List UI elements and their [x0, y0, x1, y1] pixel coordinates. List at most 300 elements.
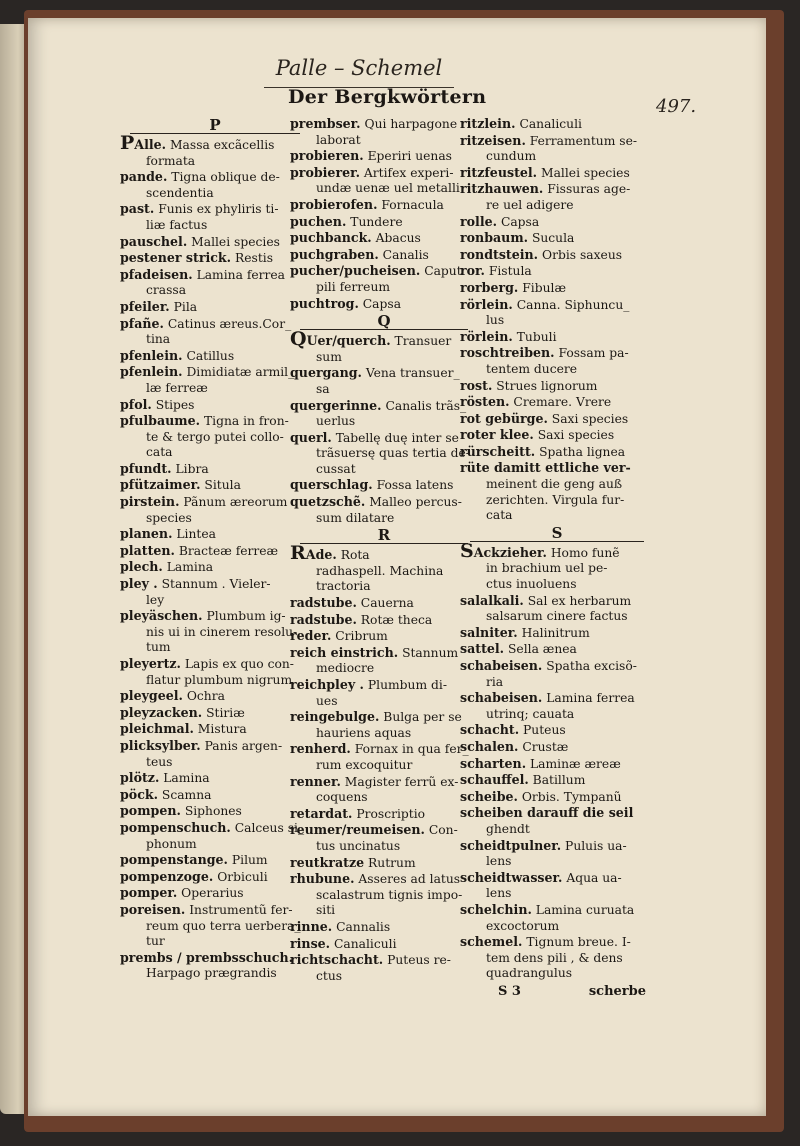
entry-headword: reutkratze [290, 854, 365, 870]
dictionary-entry [460, 460, 654, 492]
entry-headword: scheibe. [460, 788, 518, 804]
entry-continuation: lens [486, 854, 512, 869]
dictionary-entry [120, 250, 310, 267]
entry-headword: scheidtwasser. [460, 869, 563, 885]
dictionary-entry [290, 214, 478, 231]
dictionary-entry [120, 315, 310, 351]
dictionary-entry [290, 806, 478, 823]
entry-definition: Lintea [176, 527, 216, 542]
dictionary-entry [290, 677, 478, 709]
dictionary-entry [290, 595, 478, 612]
entry-headword: rorberg. [460, 279, 519, 295]
initial-letter: Q [290, 328, 307, 351]
dictionary-entry [120, 397, 310, 414]
dictionary-entry [460, 577, 654, 593]
dictionary-entry [290, 612, 478, 629]
entry-definition: Lamina curuata [535, 902, 635, 917]
dictionary-entry [120, 738, 310, 770]
entry-headword: pfenlein. [120, 347, 183, 363]
signature-mark: S 3 [498, 983, 521, 999]
entry-definition: Asseres ad latus [358, 872, 461, 887]
entry-definition: Cremare. Vrere [513, 395, 612, 410]
entry-headword: Uer/querch. [306, 333, 391, 349]
entry-headword: prembser. [290, 116, 361, 131]
entry-definition: Capsa [362, 296, 402, 311]
dictionary-entry [120, 364, 310, 396]
dictionary-entry [460, 394, 654, 411]
entry-continuation: ues [316, 693, 338, 708]
entry-definition: Situla [204, 478, 241, 493]
entry-definition: Canaliculi [519, 117, 582, 131]
entry-continuation: laborat [316, 132, 361, 147]
entry-continuation: in brachium uel pe- [486, 561, 608, 576]
entry-definition: Ochra [186, 689, 225, 704]
dictionary-entry [290, 430, 478, 462]
dictionary-entry [460, 214, 654, 231]
entry-definition: Spatha lignea [539, 444, 626, 459]
dictionary-entry [290, 936, 478, 953]
entry-continuation: ctus [316, 968, 343, 983]
entry-definition: Laminæ æreæ [530, 756, 621, 771]
dictionary-entry [290, 919, 478, 936]
entry-definition: Homo funẽ [550, 545, 620, 560]
entry-headword: pompenzoge. [120, 868, 214, 884]
entry-definition: Capsa [500, 214, 540, 229]
entry-definition: Stannum [402, 645, 459, 660]
entry-headword: querl. [290, 429, 332, 445]
entry-definition: Canna. Siphuncu_ [516, 297, 630, 312]
entry-headword: richtschacht. [290, 952, 384, 968]
entry-headword: pleichmal. [120, 721, 194, 737]
catchline [460, 982, 654, 1000]
dictionary-entry [120, 526, 310, 543]
dictionary-entry [460, 902, 654, 934]
entry-headword: quetzschẽ. [290, 494, 366, 510]
dictionary-entry [290, 774, 478, 806]
entry-headword: poreisen. [120, 901, 186, 917]
entry-continuation: scendentia [146, 185, 214, 200]
dictionary-entry [290, 230, 478, 247]
entry-definition: Pilum [231, 853, 268, 868]
entry-headword: pompenstange. [120, 852, 228, 868]
entry-definition: Pila [173, 299, 198, 314]
entry-headword: pucher/pucheisen. [290, 263, 421, 279]
entry-definition: Panis argen- [204, 738, 283, 753]
dictionary-entry [120, 413, 310, 445]
dictionary-entry [460, 247, 654, 264]
entry-headword: schabeisen. [460, 658, 543, 673]
dictionary-entry [120, 770, 310, 787]
entry-definition: cata [146, 445, 173, 460]
entry-definition: Dimidiatæ armil_ [186, 365, 295, 380]
dictionary-entry [120, 132, 310, 169]
entry-definition: Bracteæ ferreæ [178, 543, 279, 558]
entry-continuation: liæ factus [146, 217, 208, 232]
entry-definition: Stipes [155, 397, 195, 412]
entry-headword: pöck. [120, 786, 158, 802]
dictionary-entry [290, 365, 478, 397]
entry-definition: cata [486, 508, 513, 523]
entry-definition: Canaliculi [334, 936, 397, 951]
entry-definition: siti [316, 903, 336, 918]
entry-definition: Operarius [181, 886, 244, 901]
dictionary-entry [460, 789, 654, 806]
dictionary-entry [460, 181, 654, 213]
dictionary-entry [460, 593, 654, 625]
entry-definition: Lamina ferrea [196, 267, 286, 282]
entry-continuation: nis ui in cinerem resolu- [146, 624, 298, 639]
entry-headword: ritzfeustel. [460, 164, 538, 180]
entry-headword: Ade. [305, 547, 337, 563]
dictionary-entry [460, 165, 654, 182]
dictionary-entry [120, 608, 310, 640]
entry-definition: Fissuras age- [547, 182, 631, 197]
page-header: Der Bergkwörtern [288, 86, 487, 108]
entry-continuation: tentem ducere [486, 361, 578, 376]
entry-definition: Mistura [197, 722, 247, 737]
entry-definition: Ferramentum se- [529, 133, 638, 148]
entry-continuation: sa [316, 381, 330, 396]
entry-definition: Puteus [523, 723, 566, 738]
entry-continuation: rum excoquitur [316, 757, 413, 772]
entry-definition: Transuer [394, 334, 452, 349]
entry-headword: ronbaum. [460, 230, 529, 246]
entry-definition: Lamina ferrea [546, 691, 635, 706]
entry-definition: Scamna [161, 787, 212, 802]
entry-definition: Lamina [163, 771, 210, 786]
entry-headword: pomper. [120, 885, 178, 901]
dictionary-entry [120, 461, 310, 478]
entry-definition: Fibulæ [522, 280, 566, 295]
entry-continuation: utrinq; cauata [486, 706, 575, 721]
entry-continuation: ghendt [486, 821, 530, 836]
entry-definition: Catinus æreus.Cor_ [167, 316, 292, 331]
entry-definition: Restis [234, 251, 274, 266]
dictionary-entry [120, 267, 310, 299]
dictionary-entry [290, 628, 478, 645]
dictionary-entry [290, 542, 478, 565]
dictionary-entry [460, 805, 654, 837]
entry-headword: puchen. [290, 213, 347, 229]
entry-definition: Tundere [350, 214, 403, 229]
column-2 [290, 116, 478, 984]
entry-continuation: sum dilatare [316, 510, 395, 525]
entry-definition: Mallei species [541, 165, 630, 180]
dictionary-entry [290, 494, 478, 526]
entry-definition: Sella ænea [508, 642, 577, 657]
entry-definition: Fornacula [381, 197, 444, 212]
entry-definition: Vena transuer_ [365, 366, 460, 381]
dictionary-entry [460, 116, 654, 133]
dictionary-entry [460, 690, 654, 722]
entry-headword: pompen. [120, 803, 181, 819]
entry-definition: Qui harpagone [364, 117, 458, 131]
dictionary-entry [120, 494, 310, 526]
entry-definition: Aqua ua- [566, 870, 622, 885]
entry-continuation: Harpago prægrandis [146, 966, 277, 981]
entry-definition: Cribrum [335, 629, 388, 644]
entry-headword: probieren. [290, 148, 364, 164]
entry-headword: rinse. [290, 935, 331, 951]
dictionary-entry [460, 772, 654, 789]
entry-headword: roschtreiben. [460, 345, 555, 361]
dictionary-entry [290, 822, 478, 854]
dictionary-entry [120, 852, 310, 869]
entry-definition: Catillus [186, 348, 235, 363]
catchword: scherbe [588, 983, 646, 999]
entry-continuation: uerlus [316, 414, 356, 429]
entry-headword: reingebulge. [290, 709, 380, 725]
running-title-text: Palle – Schemel [275, 56, 443, 80]
dictionary-entry [290, 398, 478, 430]
entry-headword: renherd. [290, 741, 351, 757]
entry-continuation: species [146, 510, 192, 525]
entry-definition: Siphones [184, 804, 242, 819]
entry-definition: Spatha excisõ- [546, 659, 637, 673]
dictionary-entry [120, 576, 310, 608]
dictionary-entry [290, 247, 478, 264]
entry-definition: Fossa latens [376, 478, 454, 493]
entry-definition: Saxi species [551, 411, 629, 426]
entry-definition: Bulga per se [383, 710, 462, 725]
entry-headword: rürscheitt. [460, 443, 536, 459]
entry-continuation: teus [146, 754, 173, 769]
dictionary-entry [120, 169, 310, 201]
entry-definition: Massa excãcellis [169, 138, 275, 152]
dictionary-entry [120, 803, 310, 820]
dictionary-entry [120, 885, 310, 902]
entry-headword: pfadeisen. [120, 266, 193, 282]
entry-headword: pestener strick. [120, 250, 232, 266]
entry-headword: rhubune. [290, 871, 355, 887]
entry-definition: Sucula [531, 231, 575, 246]
entry-headword: schauffel. [460, 772, 529, 788]
entry-continuation: tem dens pili , & dens [486, 950, 623, 965]
entry-headword: probierofen. [290, 196, 378, 212]
entry-headword: pauschel. [120, 233, 188, 249]
book-page [28, 18, 766, 1116]
entry-headword: ritzeisen. [460, 132, 526, 148]
entry-definition: Fossam pa- [558, 346, 629, 361]
entry-headword: rondtstein. [460, 246, 539, 262]
entry-continuation: te & tergo putei collo- [146, 429, 284, 444]
entry-continuation: tina [146, 332, 171, 347]
dictionary-entry [460, 280, 654, 297]
entry-headword: past. [120, 201, 155, 217]
section-letter: S [470, 525, 644, 542]
entry-headword: schabeisen. [460, 690, 543, 706]
entry-continuation: formata [146, 153, 196, 168]
entry-headword: pfeiler. [120, 298, 170, 314]
entry-headword: ritzlein. [460, 116, 516, 131]
entry-headword: pfañe. [120, 315, 164, 331]
entry-headword: rot gebürge. [460, 410, 548, 426]
dictionary-entry [290, 741, 478, 773]
entry-continuation: coquens [316, 790, 368, 805]
entry-definition: Tigna oblique de- [171, 170, 280, 185]
entry-continuation: cundum [486, 149, 537, 164]
entry-headword: probierer. [290, 164, 360, 180]
dictionary-entry [290, 328, 478, 365]
column-1 [120, 116, 310, 982]
entry-continuation: undæ uenæ uel metalli [316, 181, 460, 196]
entry-headword: quergerinne. [290, 397, 382, 413]
entry-headword: rinne. [290, 918, 333, 934]
entry-definition: Fornax in qua fer_ [354, 742, 469, 757]
dictionary-entry [120, 201, 310, 233]
entry-headword: plötz. [120, 770, 160, 786]
entry-headword: prembs / prembsschuch. [120, 949, 293, 965]
dictionary-entry [290, 579, 478, 595]
entry-definition: Batillum [532, 773, 586, 788]
entry-headword: platten. [120, 542, 175, 558]
dictionary-entry [460, 444, 654, 461]
entry-definition: Caput [424, 264, 462, 279]
dictionary-entry [120, 902, 310, 934]
entry-headword: pfol. [120, 396, 152, 412]
entry-headword: renner. [290, 773, 341, 789]
entry-definition: Artifex experi- [363, 165, 454, 180]
entry-headword: pley . [120, 576, 158, 592]
entry-definition: Plumbum di- [367, 678, 447, 692]
entry-headword: rüte damitt ettliche ver- [460, 460, 631, 476]
entry-definition: tractoria [316, 579, 371, 594]
dictionary-entry [290, 148, 478, 165]
entry-headword: puchbanck. [290, 230, 372, 246]
initial-letter: S [460, 539, 474, 562]
entry-definition: Malleo percus- [369, 495, 462, 510]
entry-headword: pfützaimer. [120, 477, 201, 493]
entry-headword: retardat. [290, 805, 353, 821]
dictionary-entry [460, 411, 654, 428]
dictionary-entry [290, 197, 478, 214]
dictionary-entry [460, 756, 654, 773]
dictionary-entry [120, 869, 310, 886]
entry-definition: Pãnum æreorum [183, 495, 288, 510]
entry-continuation: phonum [146, 836, 197, 851]
entry-headword: puchgraben. [290, 246, 379, 262]
dictionary-entry [460, 508, 654, 524]
entry-continuation: ley [146, 592, 165, 607]
dictionary-entry [460, 329, 654, 346]
entry-continuation: læ ferreæ [146, 380, 208, 395]
entry-headword: reder. [290, 628, 332, 644]
dictionary-entry [120, 656, 310, 688]
section-letter: Q [300, 313, 468, 330]
entry-definition: Halinitrum [521, 625, 590, 640]
dictionary-entry [290, 462, 478, 478]
dictionary-entry [120, 787, 310, 804]
entry-definition: cussat [316, 461, 356, 476]
entry-continuation: tus uncinatus [316, 838, 401, 853]
dictionary-entry [460, 345, 654, 377]
entry-continuation: re uel adigere [486, 197, 574, 212]
dictionary-entry [120, 820, 310, 852]
entry-headword: rösten. [460, 394, 510, 410]
entry-continuation: ria [486, 674, 504, 689]
entry-headword: pleyertz. [120, 656, 181, 671]
entry-continuation: lus [486, 313, 505, 328]
entry-definition: Orbis. Tympanũ [521, 789, 622, 804]
entry-headword: pleygeel. [120, 688, 183, 704]
dictionary-entry [460, 263, 654, 280]
entry-definition: Funis ex phyliris ti- [158, 202, 279, 217]
folio-number: 497. [656, 96, 697, 117]
entry-headword: roter klee. [460, 427, 534, 443]
entry-headword: quergang. [290, 365, 362, 381]
entry-headword: pleyzacken. [120, 704, 203, 720]
entry-definition: Tabellę duę inter se [335, 430, 459, 445]
entry-continuation: pili ferreum [316, 279, 391, 294]
entry-headword: pfulbaume. [120, 413, 201, 429]
dictionary-entry [460, 493, 654, 509]
dictionary-entry [290, 564, 478, 580]
dictionary-entry [120, 950, 310, 982]
initial-letter: R [290, 542, 306, 565]
entry-definition: Tigna in fron- [203, 414, 289, 429]
dictionary-entry [460, 133, 654, 165]
dictionary-entry [120, 688, 310, 705]
entry-headword: pfundt. [120, 460, 172, 476]
entry-headword: scharten. [460, 755, 527, 771]
section-letter: P [130, 117, 300, 134]
entry-definition: tum [146, 640, 171, 655]
entry-definition: Saxi species [537, 428, 615, 443]
dictionary-entry [460, 539, 654, 577]
dictionary-entry [460, 641, 654, 658]
entry-headword: salalkali. [460, 592, 524, 608]
dictionary-entry [120, 640, 310, 656]
entry-continuation: crassa [146, 283, 187, 298]
entry-definition: Rutrum [368, 855, 416, 870]
dictionary-entry [290, 263, 478, 295]
entry-headword: schelchin. [460, 901, 532, 917]
entry-definition: Instrumentũ fer- [189, 902, 293, 917]
dictionary-entry [460, 297, 654, 329]
dictionary-entry [460, 658, 654, 690]
entry-continuation: excoctorum [486, 918, 560, 933]
dictionary-entry [460, 625, 654, 642]
entry-definition: Libra [175, 461, 209, 476]
dictionary-entry [120, 934, 310, 950]
entry-headword: rost. [460, 377, 493, 393]
dictionary-entry [460, 427, 654, 444]
entry-headword: scheidtpulner. [460, 837, 562, 853]
entry-headword: salniter. [460, 624, 518, 640]
dictionary-entry [290, 709, 478, 741]
entry-definition: ctus inuoluens [486, 577, 577, 592]
entry-headword: plech. [120, 559, 163, 575]
entry-headword: schalen. [460, 738, 519, 754]
dictionary-entry [460, 739, 654, 756]
entry-headword: ror. [460, 263, 485, 279]
entry-headword: sattel. [460, 641, 505, 657]
entry-headword: rolle. [460, 213, 498, 229]
entry-definition: Puluis ua- [565, 838, 627, 853]
entry-definition: Mallei species [191, 234, 280, 249]
dictionary-entry [120, 559, 310, 576]
dictionary-entry [290, 165, 478, 197]
entry-definition: Strues lignorum [496, 378, 598, 393]
entry-headword: puchtrog. [290, 295, 359, 311]
dictionary-entry [120, 721, 310, 738]
dictionary-entry [460, 230, 654, 247]
dictionary-entry [460, 966, 654, 982]
entry-definition: Lapis ex quo con- [184, 657, 294, 671]
entry-definition: Orbis saxeus [541, 247, 623, 262]
dictionary-entry [120, 705, 310, 722]
column-3 [460, 116, 654, 999]
